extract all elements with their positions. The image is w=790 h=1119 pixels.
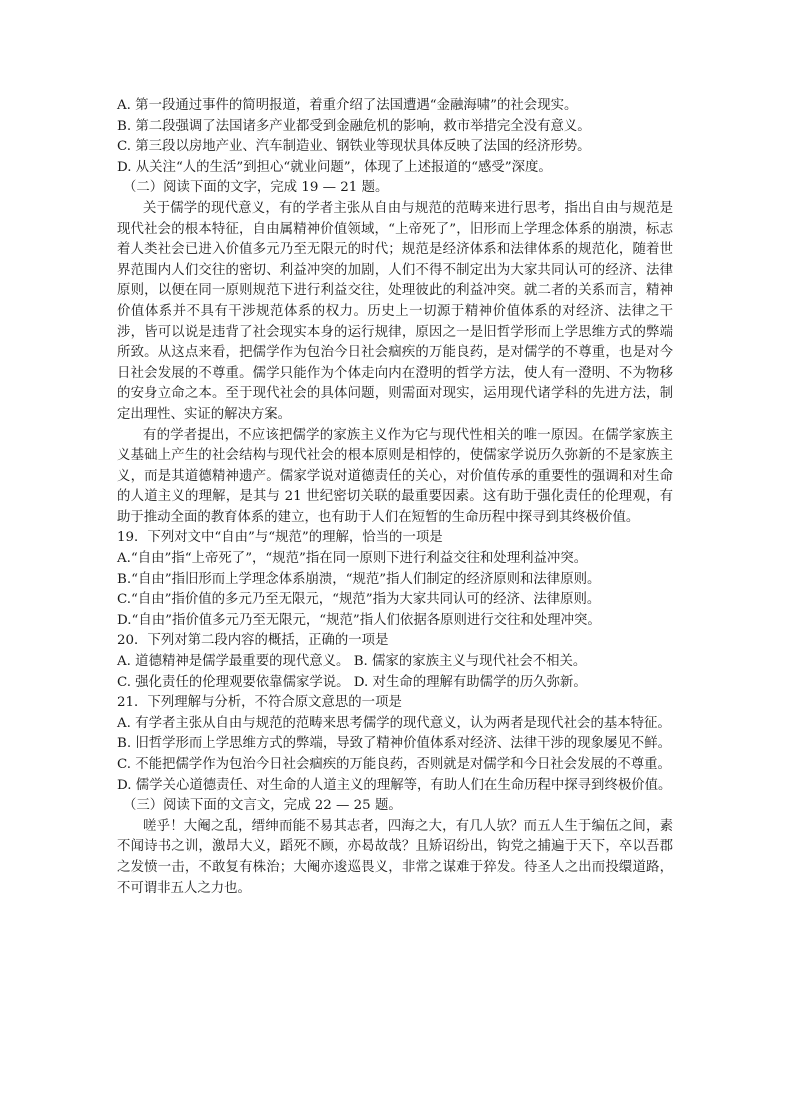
q20-options-row-1: A. 道德精神是儒学最重要的现代意义。 B. 儒家的家族主义与现代社会不相关。 — [117, 654, 587, 670]
q20-options-row-2: C. 强化责任的伦理观要依靠儒家学说。 D. 对生命的理解有助儒学的历久弥新。 — [117, 674, 587, 690]
q18-option-b: B. 第二段强调了法国诸多产业都受到金融危机的影响，救市举措完全没有意义。 — [117, 118, 591, 134]
q21-option-a: A. 有学者主张从自由与规范的范畴来思考儒学的现代意义，认为两者是现代社会的基本特征。 — [117, 715, 671, 731]
q21-stem: 21．下列理解与分析，不符合原文意思的一项是 — [117, 695, 402, 711]
q19-stem: 19．下列对文中“自由”与“规范”的理解，恰当的一项是 — [117, 530, 443, 546]
q19-option-b: B.“自由”指旧形而上学理念体系崩溃，“规范”指人们制定的经济原则和法律原则。 — [117, 571, 601, 587]
exam-page — [117, 96, 673, 899]
section3-heading: （三）阅读下面的文言文，完成 22 — 25 题。 — [123, 798, 402, 814]
q21-option-d: D. 儒学关心道德责任、对生命的人道主义的理解等，有助人们在生命历程中探寻到终极价值。 — [117, 777, 672, 793]
q19-option-a: A.“自由”指“上帝死了”，“规范”指在同一原则下进行利益交往和处理利益冲突。 — [117, 551, 588, 567]
q18-option-d: D. 从关注“人的生活”到担心“就业问题”，体现了上述报道的“感受”深度。 — [117, 159, 552, 175]
q21-option-b: B. 旧哲学形而上学思维方式的弊端，导致了精神价值体系对经济、法律干涉的现象屡见不鲜。 — [117, 736, 671, 752]
section2-heading: （二）阅读下面的文字，完成 19 — 21 题。 — [123, 180, 389, 196]
section3-paragraph: 嗟乎！大阉之乱，缙绅而能不易其志者，四海之大，有几人欤？而五人生于编伍之间，素不闻诗书之训，激昂大义，蹈死不顾，亦曷故哉？且矫诏纷出，钩党之捕遍于天下，卒以吾郡之发愤一击，不敢复有株治；大阉亦逡巡畏义，非常之谋难于猝发。待圣人之出而投缳道路，不可谓非五人之力也。 — [117, 818, 673, 896]
q18-option-a: A. 第一段通过事件的简明报道，着重介绍了法国遭遇“金融海啸”的社会现实。 — [117, 98, 578, 113]
q21-option-c: C. 不能把儒学作为包治今日社会痼疾的万能良药，否则就是对儒学和今日社会发展的不尊重。 — [117, 757, 671, 772]
q20-stem: 20．下列对第二段内容的概括，正确的一项是 — [117, 633, 389, 649]
section2-paragraph-1: 关于儒学的现代意义，有的学者主张从自由与规范的范畴来进行思考，指出自由与规范是现代社会的根本特征，自由属精神价值领域，“上帝死了”，旧形而上学理念体系的崩溃，标志着人类社会已进入价值多元乃至无限元的时代；规范是经济体系和法律体系的规范化，随着世界范围内人们交往的密切、利益冲突的加剧，人们不得不制定出为大家共同认可的经济、法律原则，以便在同一原则规范下进行利益交往，处理彼此的利益冲突。就二者的关系而言，精神价值体系并不具有干涉规范体系的权力。历史上一切源于精神价值体系的对经济、法律之干涉，皆可以说是违背了社会现实本身的运行规律，原因之一是旧哲学形而上学思维方式的弊端所致。从这点来看，把儒学作为包治今日社会痼疾的万能良药，是对儒学的不尊重，也是对今日社会发展的不尊重。儒学只能作为个体走向内在澄明的哲学方法，使人有一澄明、不为物移的安身立命之本。至于现代社会的具体问题，则需面对现实，运用现代诸学科的先进方法，制定出理性、实证的解决方案。 — [117, 200, 673, 422]
section2-paragraph-2: 有的学者提出，不应该把儒学的家族主义作为它与现代性相关的唯一原因。在儒学家族主义基础上产生的社会结构与现代社会的根本原则是相悖的，使儒家学说历久弥新的不是家族主义，而是其道德精神遗产。儒家学说对道德责任的关心，对价值传承的重要性的强调和对生命的人道主义的理解，是其与 21 世纪密切关联的最重要因素。这有助于强化责任的伦理观，有助于推动全面的教育体系的建立，也有助于人们在短暂的生命历程中探寻到其终极价值。 — [117, 427, 673, 525]
q18-option-c: C. 第三段以房地产业、汽车制造业、钢铁业等现状具体反映了法国的经济形势。 — [117, 139, 591, 155]
q19-option-d: D.“自由”指价值多元乃至无限元，“规范”指人们依据各原则进行交往和处理冲突。 — [117, 612, 601, 628]
q19-option-c: C.“自由”指价值的多元乃至无限元，“规范”指为大家共同认可的经济、法律原则。 — [117, 592, 601, 608]
